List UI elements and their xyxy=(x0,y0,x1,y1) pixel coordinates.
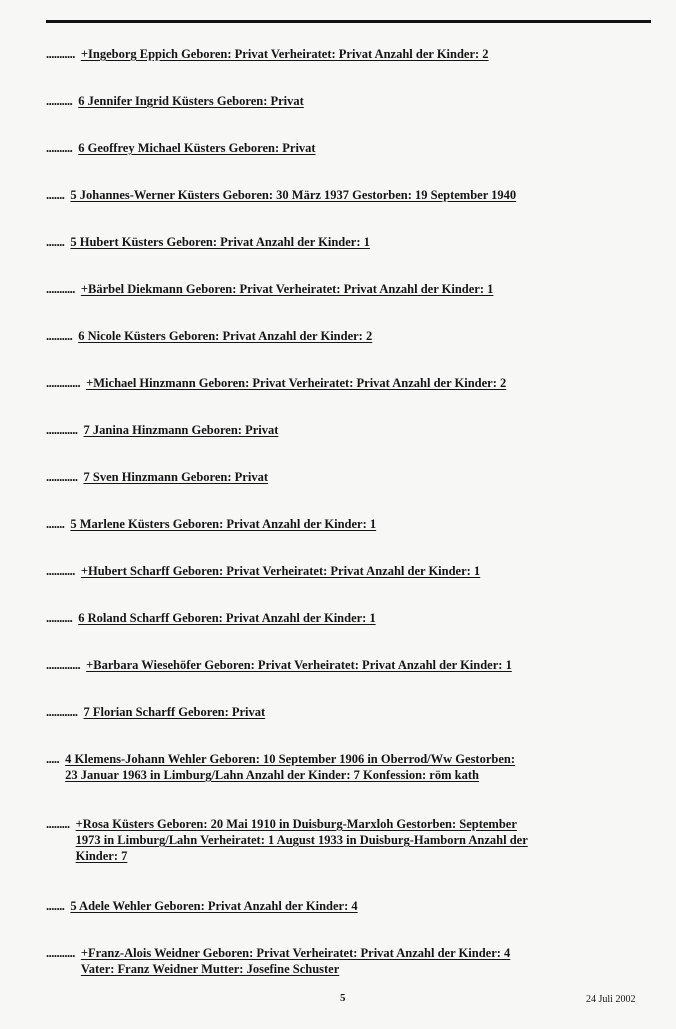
generation-dots: ..... xyxy=(46,752,60,766)
entry-line: 4 Klemens-Johann Wehler Geboren: 10 September 1906 in Oberrod/Ww Gestorben: xyxy=(65,752,516,766)
generation-dots: ............. xyxy=(46,376,81,390)
entry-text xyxy=(70,187,524,203)
entry-text xyxy=(65,751,523,783)
entry-line: 7 Florian Scharff Geboren: Privat xyxy=(83,705,266,719)
generation-dots: ......... xyxy=(46,817,70,831)
entry-line: 5 Adele Wehler Geboren: Privat Anzahl der Kinder: 4 xyxy=(70,899,358,913)
entry-text xyxy=(86,657,520,673)
entry-text xyxy=(70,898,365,914)
genealogy-entry xyxy=(46,375,514,391)
genealogy-entry xyxy=(46,234,378,250)
generation-dots: ........... xyxy=(46,946,75,960)
genealogy-entry xyxy=(46,898,366,914)
entry-line: 5 Marlene Küsters Geboren: Privat Anzahl der Kinder: 1 xyxy=(70,517,377,531)
entry-line: Kinder: 7 xyxy=(75,849,128,863)
genealogy-entry xyxy=(46,516,384,532)
genealogy-entry xyxy=(46,816,536,864)
generation-dots: ........... xyxy=(46,47,75,61)
generation-dots: ............ xyxy=(46,470,78,484)
entry-line: 1973 in Limburg/Lahn Verheiratet: 1 August 1933 in Duisburg-Hamborn Anzahl der xyxy=(75,833,528,847)
genealogy-entry xyxy=(46,945,518,977)
entry-line: 7 Sven Hinzmann Geboren: Privat xyxy=(83,470,268,484)
entry-line: +Hubert Scharff Geboren: Privat Verheiratet: Privat Anzahl der Kinder: 1 xyxy=(80,564,481,578)
generation-dots: ........... xyxy=(46,564,75,578)
generation-dots: ....... xyxy=(46,899,65,913)
entry-line: +Ingeborg Eppich Geboren: Privat Verheiratet: Privat Anzahl der Kinder: 2 xyxy=(80,47,489,61)
print-date: 24 Juli 2002 xyxy=(586,994,636,1005)
genealogy-entry xyxy=(46,563,488,579)
entry-text xyxy=(86,375,514,391)
entry-line: 6 Geoffrey Michael Küsters Geboren: Privat xyxy=(78,141,316,155)
genealogy-entry xyxy=(46,469,276,485)
entry-text xyxy=(78,328,380,344)
entry-line: +Bärbel Diekmann Geboren: Privat Verheiratet: Privat Anzahl der Kinder: 1 xyxy=(80,282,494,296)
genealogy-entry xyxy=(46,140,324,156)
page-number: 5 xyxy=(340,992,346,1004)
generation-dots: ....... xyxy=(46,188,65,202)
entry-line: 6 Jennifer Ingrid Küsters Geboren: Privat xyxy=(78,94,304,108)
genealogy-entry xyxy=(46,751,523,783)
generation-dots: ............. xyxy=(46,658,81,672)
generation-dots: ............ xyxy=(46,423,78,437)
entry-line: 23 Januar 1963 in Limburg/Lahn Anzahl der Kinder: 7 Konfession: röm kath xyxy=(65,768,479,782)
genealogy-entry xyxy=(46,328,380,344)
generation-dots: ............ xyxy=(46,705,78,719)
generation-dots: .......... xyxy=(46,611,73,625)
entry-text xyxy=(84,469,277,485)
genealogy-entry xyxy=(46,93,312,109)
entry-line: +Barbara Wiesehöfer Geboren: Privat Verheiratet: Privat Anzahl der Kinder: 1 xyxy=(86,658,512,672)
genealogy-entry xyxy=(46,187,524,203)
generation-dots: ........... xyxy=(46,282,75,296)
entry-line: Vater: Franz Weidner Mutter: Josefine Schuster xyxy=(80,962,340,976)
entry-text xyxy=(78,610,383,626)
entry-text xyxy=(81,945,518,977)
generation-dots: .......... xyxy=(46,141,73,155)
entry-text xyxy=(81,46,497,62)
genealogy-entry xyxy=(46,704,273,720)
generation-dots: ....... xyxy=(46,235,65,249)
generation-dots: .......... xyxy=(46,94,73,108)
entry-text xyxy=(70,516,384,532)
entry-line: 6 Roland Scharff Geboren: Privat Anzahl der Kinder: 1 xyxy=(78,611,376,625)
entry-line: 5 Johannes-Werner Küsters Geboren: 30 März 1937 Gestorben: 19 September 1940 xyxy=(70,188,517,202)
entry-text xyxy=(81,281,502,297)
entry-line: +Rosa Küsters Geboren: 20 Mai 1910 in Duisburg-Marxloh Gestorben: September xyxy=(75,817,517,831)
entry-text xyxy=(81,563,488,579)
entry-line: 7 Janina Hinzmann Geboren: Privat xyxy=(83,423,279,437)
genealogy-entry xyxy=(46,657,520,673)
entry-line: +Michael Hinzmann Geboren: Privat Verheiratet: Privat Anzahl der Kinder: 2 xyxy=(86,376,507,390)
entry-text xyxy=(84,704,274,720)
top-rule xyxy=(46,20,651,23)
entry-text xyxy=(78,93,312,109)
genealogy-entry xyxy=(46,610,384,626)
entry-line: 5 Hubert Küsters Geboren: Privat Anzahl der Kinder: 1 xyxy=(70,235,370,249)
entry-text xyxy=(70,234,378,250)
entry-text xyxy=(76,816,536,864)
entry-line: 6 Nicole Küsters Geboren: Privat Anzahl der Kinder: 2 xyxy=(78,329,373,343)
generation-dots: .......... xyxy=(46,329,73,343)
genealogy-entry xyxy=(46,281,501,297)
genealogy-entry xyxy=(46,422,286,438)
entry-line: +Franz-Alois Weidner Geboren: Privat Verheiratet: Privat Anzahl der Kinder: 4 xyxy=(80,946,511,960)
entry-text xyxy=(84,422,287,438)
genealogy-entry xyxy=(46,46,497,62)
generation-dots: ....... xyxy=(46,517,65,531)
entry-text xyxy=(78,140,323,156)
